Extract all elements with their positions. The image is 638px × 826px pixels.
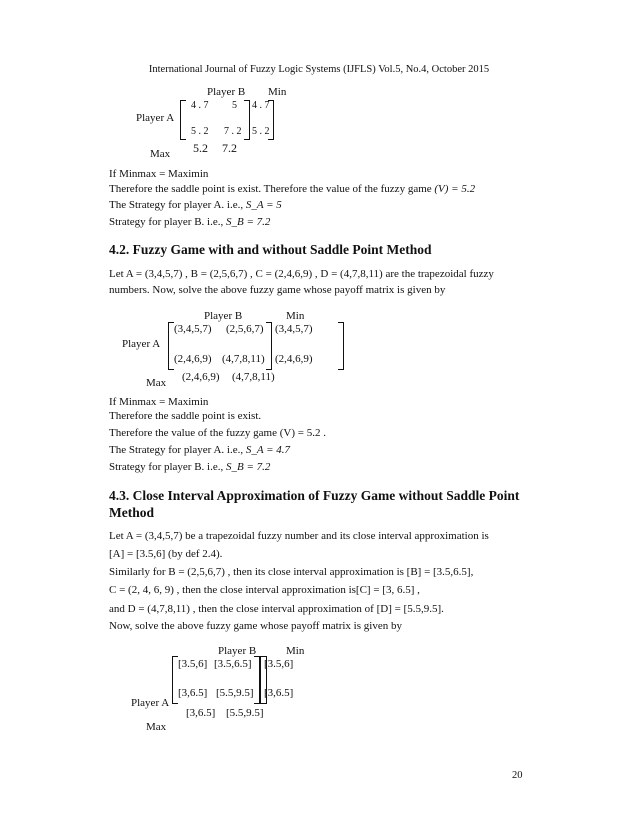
m2-player-b: Player B (204, 310, 243, 322)
m2-max-1: (2,4,6,9) (182, 371, 220, 383)
m3-cell-1-1: [3.5,6] (178, 658, 208, 670)
m2-cell-2-3: (2,4,6,9) (275, 353, 313, 365)
m2-cell-2-1: (2,4,6,9) (174, 353, 212, 365)
s1-saddle: Therefore the saddle point is exist. Therefore the value of the fuzzy game (V) = 5.2 (109, 183, 476, 195)
m3-cell-2-1: [3,6.5] (178, 687, 208, 699)
m1-max-1: 5.2 (193, 141, 208, 155)
s1-strategy-a: The Strategy for player A. i.e., S_A = 5 (109, 199, 282, 211)
section-4-3-heading-line2: Method (109, 505, 154, 520)
m2-cell-1-2: (2,5,6,7) (226, 323, 264, 335)
s2-value: Therefore the value of the fuzzy game (V) = 5.2 . (109, 427, 326, 439)
m1-cell-2-2: 7 . 2 (224, 126, 242, 137)
running-header: International Journal of Fuzzy Logic Systems (IJFLS) Vol.5, No.4, October 2015 (148, 64, 490, 75)
m1-cell-2-3: 5 . 2 (252, 126, 270, 137)
m2-cell-2-2: (4,7,8,11) (222, 353, 265, 365)
s2-minmax: If Minmax = Maximin (109, 396, 209, 408)
m1-cell-1-2: 5 (232, 100, 237, 111)
section-4-2-para-line2: numbers. Now, solve the above fuzzy game whose payoff matrix is given by (109, 284, 446, 296)
m2-cell-1-3: (3,4,5,7) (275, 323, 313, 335)
m1-max: Max (150, 148, 171, 160)
section-4-3-line5: and D = (4,7,8,11) , then the close interval approximation of [D] = [5.5,9.5]. (109, 603, 444, 615)
section-4-3-heading-line1: 4.3. Close Interval Approximation of Fuzzy Game without Saddle Point (109, 488, 520, 503)
m3-max-2: [5.5,9.5] (226, 707, 264, 719)
m2-cell-1-1: (3,4,5,7) (174, 323, 212, 335)
m1-right-bracket (244, 100, 250, 140)
m1-max-2: 7.2 (222, 141, 237, 155)
m2-min: Min (286, 310, 305, 322)
s1-strategy-b: Strategy for player B. i.e., S_B = 7.2 (109, 216, 271, 228)
section-4-3-line4: C = (2, 4, 6, 9) , then the close interval approximation is[C] = [3, 6.5] , (109, 584, 420, 596)
m3-player-b: Player B (218, 645, 257, 657)
m2-right-bracket (266, 322, 272, 370)
m1-player-a: Player A (136, 112, 175, 124)
m1-left-bracket (180, 100, 186, 140)
m3-cell-1-2: [3.5,6.5] (214, 658, 252, 670)
section-4-3-line1: Let A = (3,4,5,7) be a trapezoidal fuzzy number and its close interval approximation is (109, 530, 489, 542)
section-4-3-line3: Similarly for B = (2,5,6,7) , then its close interval approximation is [B] = [3.5,6.5], (109, 566, 474, 578)
s2-saddle: Therefore the saddle point is exist. (109, 410, 262, 422)
m3-cell-1-3: [3.5,6] (264, 658, 294, 670)
m2-max: Max (146, 377, 167, 389)
m1-cell-1-3: 4 . 7 (252, 100, 270, 111)
m1-min: Min (268, 86, 287, 98)
s2-strategy-a: The Strategy for player A. i.e., S_A = 4.7 (109, 444, 291, 456)
section-4-3-line2: [A] = [3.5,6] (by def 2.4). (109, 548, 223, 560)
section-4-3-line6: Now, solve the above fuzzy game whose payoff matrix is given by (109, 620, 402, 632)
m3-max: Max (146, 721, 167, 733)
m3-max-1: [3,6.5] (186, 707, 216, 719)
m3-cell-2-2: [5.5,9.5] (216, 687, 254, 699)
m2-max-2: (4,7,8,11) (232, 371, 275, 383)
m2-min-bracket (338, 322, 344, 370)
section-4-2-para-line1: Let A = (3,4,5,7) , B = (2,5,6,7) , C = (2,4,6,9) , D = (4,7,8,11) are the trapezoidal fuzzy (109, 268, 494, 280)
m3-cell-2-3: [3,6.5] (264, 687, 294, 699)
page-number: 20 (512, 770, 523, 781)
m3-player-a: Player A (131, 697, 170, 709)
m1-cell-1-1: 4 . 7 (191, 100, 209, 111)
section-4-2-heading: 4.2. Fuzzy Game with and without Saddle Point Method (109, 242, 432, 257)
s2-strategy-b: Strategy for player B. i.e., S_B = 7.2 (109, 461, 271, 473)
s1-minmax: If Minmax = Maximin (109, 168, 209, 180)
m1-player-b: Player B (207, 86, 246, 98)
m3-min: Min (286, 645, 305, 657)
m1-cell-2-1: 5 . 2 (191, 126, 209, 137)
m2-player-a: Player A (122, 338, 161, 350)
